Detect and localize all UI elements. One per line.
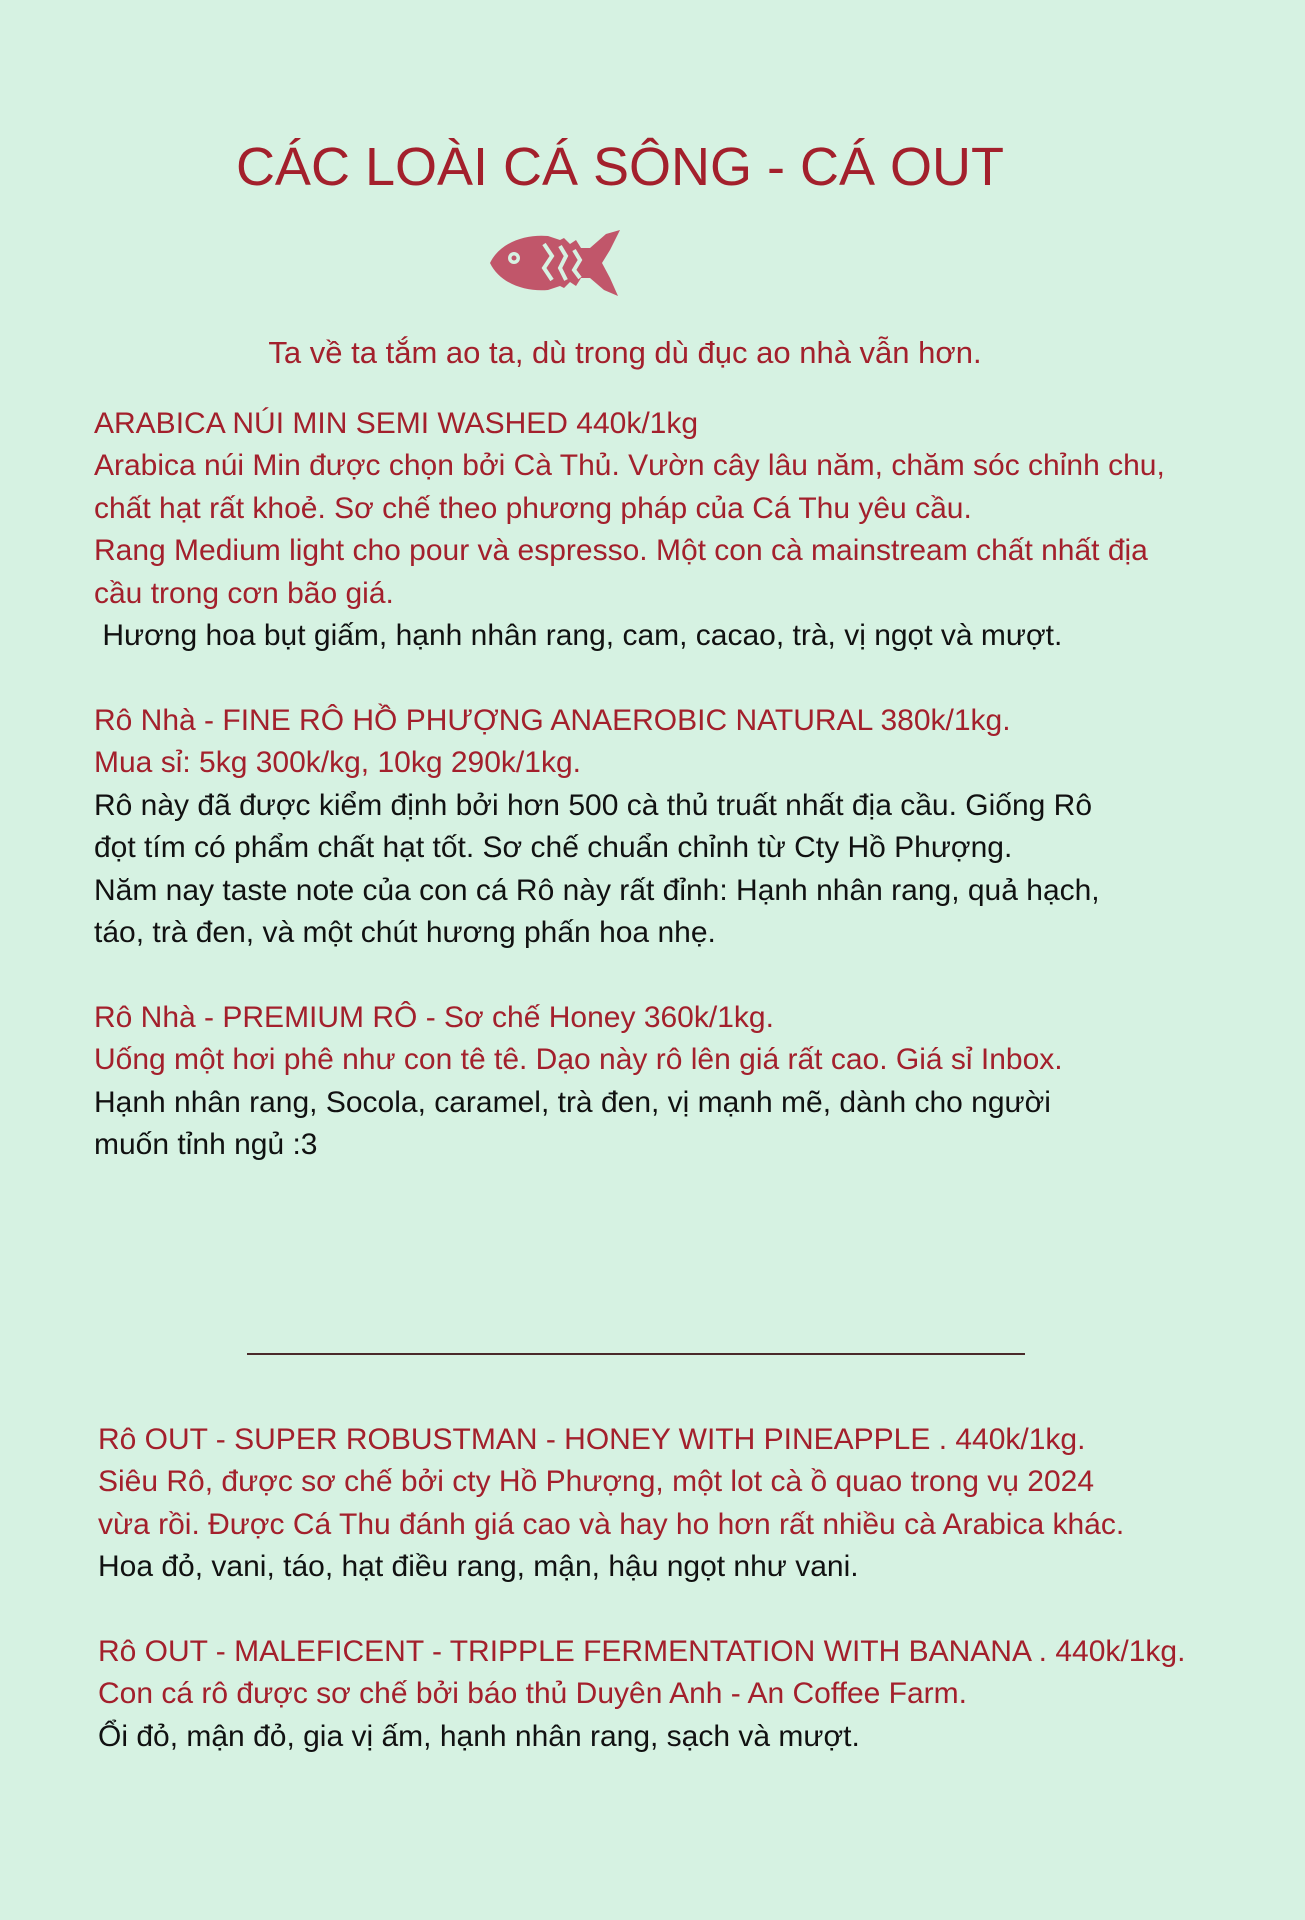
product-section <box>94 997 1279 1167</box>
product-description-line: chất hạt rất khoẻ. Sơ chế theo phương pháp của Cá Thu yêu cầu. <box>94 491 972 525</box>
fish-body <box>490 230 620 296</box>
product-heading: Rô Nhà - FINE RÔ HỒ PHƯỢNG ANAEROBIC NATURAL 380k/1kg. <box>94 704 1011 737</box>
product-description-line: Con cá rô được sơ chế bởi báo thủ Duyên Anh - An Coffee Farm. <box>98 1677 967 1711</box>
tasting-notes-line: táo, trà đen, và một chút hương phấn hoa nhẹ. <box>94 916 716 950</box>
fish-pupil <box>512 256 517 261</box>
product-description-line: Rang Medium light cho pour và espresso. Một con cà mainstream chất nhất địa <box>94 534 1148 568</box>
product-heading: ARABICA NÚI MIN SEMI WASHED 440k/1kg <box>94 407 699 440</box>
product-section <box>94 403 1279 657</box>
product-section <box>98 1419 1283 1589</box>
tasting-notes-line: Hạnh nhân rang, Socola, caramel, trà đen, vị mạnh mẽ, dành cho người <box>94 1085 1051 1119</box>
product-section <box>98 1631 1283 1758</box>
product-heading: Rô OUT - SUPER ROBUSTMAN - HONEY WITH PINEAPPLE . 440k/1kg. <box>98 1423 1086 1456</box>
tasting-notes-line: Năm nay taste note của con cá Rô này rất đỉnh: Hạnh nhân rang, quả hạch, <box>94 873 1100 907</box>
section-divider <box>247 1353 1025 1355</box>
tasting-notes-line: Hương hoa bụt giấm, hạnh nhân rang, cam, cacao, trà, vị ngọt và mượt. <box>94 619 1063 653</box>
tasting-notes-line: muốn tỉnh ngủ :3 <box>94 1128 318 1162</box>
product-description-line: Arabica núi Min được chọn bởi Cà Thủ. Vườn cây lâu năm, chăm sóc chỉnh chu, <box>94 449 1165 483</box>
product-heading: Rô OUT - MALEFICENT - TRIPPLE FERMENTATION WITH BANANA . 440k/1kg. <box>98 1635 1186 1668</box>
fish-icon <box>486 226 626 300</box>
subtitle: Ta về ta tắm ao ta, dù trong dù đục ao nhà vẫn hơn. <box>268 335 982 370</box>
product-description-line: Siêu Rô, được sơ chế bởi cty Hồ Phượng, một lot cà ồ quao trong vụ 2024 <box>98 1465 1095 1499</box>
tasting-notes-line: Ổi đỏ, mận đỏ, gia vị ấm, hạnh nhân rang, sạch và mượt. <box>98 1719 860 1753</box>
product-description-line: vừa rồi. Được Cá Thu đánh giá cao và hay ho hơn rất nhiều cà Arabica khác. <box>98 1507 1125 1541</box>
product-description-line: Uống một hơi phê như con tê tê. Dạo này rô lên giá rất cao. Giá sỉ Inbox. <box>94 1043 1063 1077</box>
wholesale-price-line: Mua sỉ: 5kg 300k/kg, 10kg 290k/1kg. <box>94 746 581 780</box>
product-heading: Rô Nhà - PREMIUM RÔ - Sơ chế Honey 360k/1kg. <box>94 1001 774 1034</box>
product-description-line: Rô này đã được kiểm định bởi hơn 500 cà thủ truất nhất địa cầu. Giống Rô <box>94 788 1093 822</box>
product-description-line: cầu trong cơn bão giá. <box>94 576 394 610</box>
tasting-notes-line: Hoa đỏ, vani, táo, hạt điều rang, mận, hậu ngọt như vani. <box>98 1550 859 1584</box>
page-title: CÁC LOÀI CÁ SÔNG - CÁ OUT <box>235 137 1005 197</box>
product-section <box>94 700 1279 954</box>
product-description-line: đọt tím có phẩm chất hạt tốt. Sơ chế chuẩn chỉnh từ Cty Hồ Phượng. <box>94 831 1013 865</box>
